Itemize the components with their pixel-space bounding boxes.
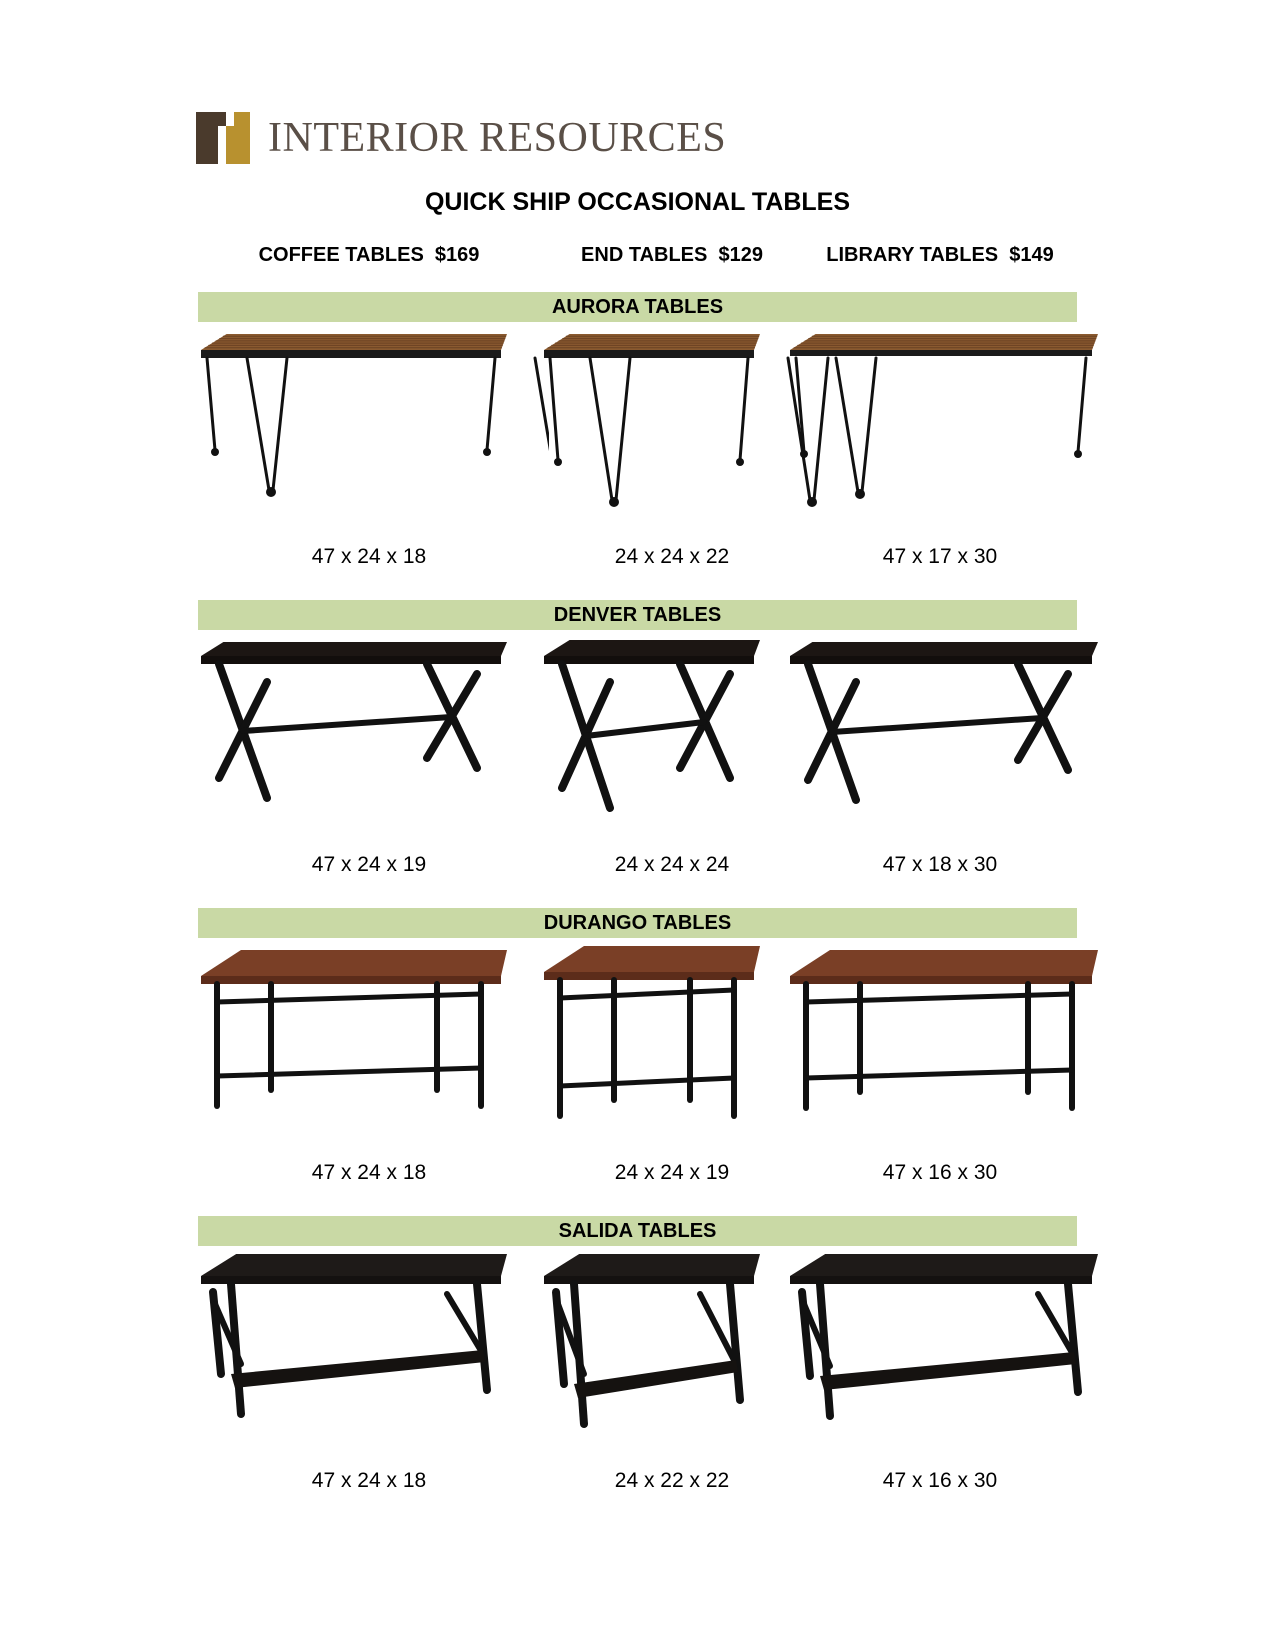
collection-band-salida: SALIDA TABLES bbox=[198, 1216, 1077, 1246]
collection-band-durango: DURANGO TABLES bbox=[198, 908, 1077, 938]
table-illustration bbox=[760, 322, 1120, 542]
product-cell bbox=[760, 938, 1120, 1218]
brand-logo bbox=[196, 112, 726, 164]
product-cell bbox=[760, 630, 1120, 910]
end-tables-price-header: END TABLES $129 bbox=[581, 244, 763, 266]
library-tables-price-header: LIBRARY TABLES $149 bbox=[826, 244, 1054, 266]
brand-mark-icon bbox=[196, 112, 250, 164]
product-dimensions: 24 x 24 x 24 bbox=[614, 853, 730, 876]
product-dimensions: 24 x 24 x 22 bbox=[614, 545, 730, 568]
page-title: QUICK SHIP OCCASIONAL TABLES bbox=[424, 188, 851, 216]
table-illustration bbox=[760, 1246, 1120, 1466]
table-illustration bbox=[760, 938, 1120, 1158]
coffee-tables-price-header: COFFEE TABLES $169 bbox=[258, 244, 480, 266]
product-dimensions: 47 x 17 x 30 bbox=[882, 545, 998, 568]
product-dimensions: 47 x 16 x 30 bbox=[882, 1161, 998, 1184]
product-dimensions: 47 x 24 x 18 bbox=[311, 1161, 427, 1184]
product-dimensions: 47 x 24 x 19 bbox=[311, 853, 427, 876]
collection-band-aurora: AURORA TABLES bbox=[198, 292, 1077, 322]
product-image-salida-library bbox=[760, 1246, 1120, 1466]
product-dimensions: 47 x 24 x 18 bbox=[311, 1469, 427, 1492]
product-dimensions: 24 x 22 x 22 bbox=[614, 1469, 730, 1492]
product-image-aurora-library bbox=[760, 322, 1120, 542]
product-cell bbox=[760, 1246, 1120, 1526]
product-cell bbox=[760, 322, 1120, 602]
product-dimensions: 47 x 16 x 30 bbox=[882, 1469, 998, 1492]
brand-name: INTERIOR RESOURCES bbox=[268, 115, 727, 161]
table-illustration bbox=[760, 630, 1120, 850]
product-dimensions: 24 x 24 x 19 bbox=[614, 1161, 730, 1184]
product-image-durango-library bbox=[760, 938, 1120, 1158]
product-dimensions: 47 x 18 x 30 bbox=[882, 853, 998, 876]
product-image-denver-library bbox=[760, 630, 1120, 850]
collection-band-denver: DENVER TABLES bbox=[198, 600, 1077, 630]
product-dimensions: 47 x 24 x 18 bbox=[311, 545, 427, 568]
